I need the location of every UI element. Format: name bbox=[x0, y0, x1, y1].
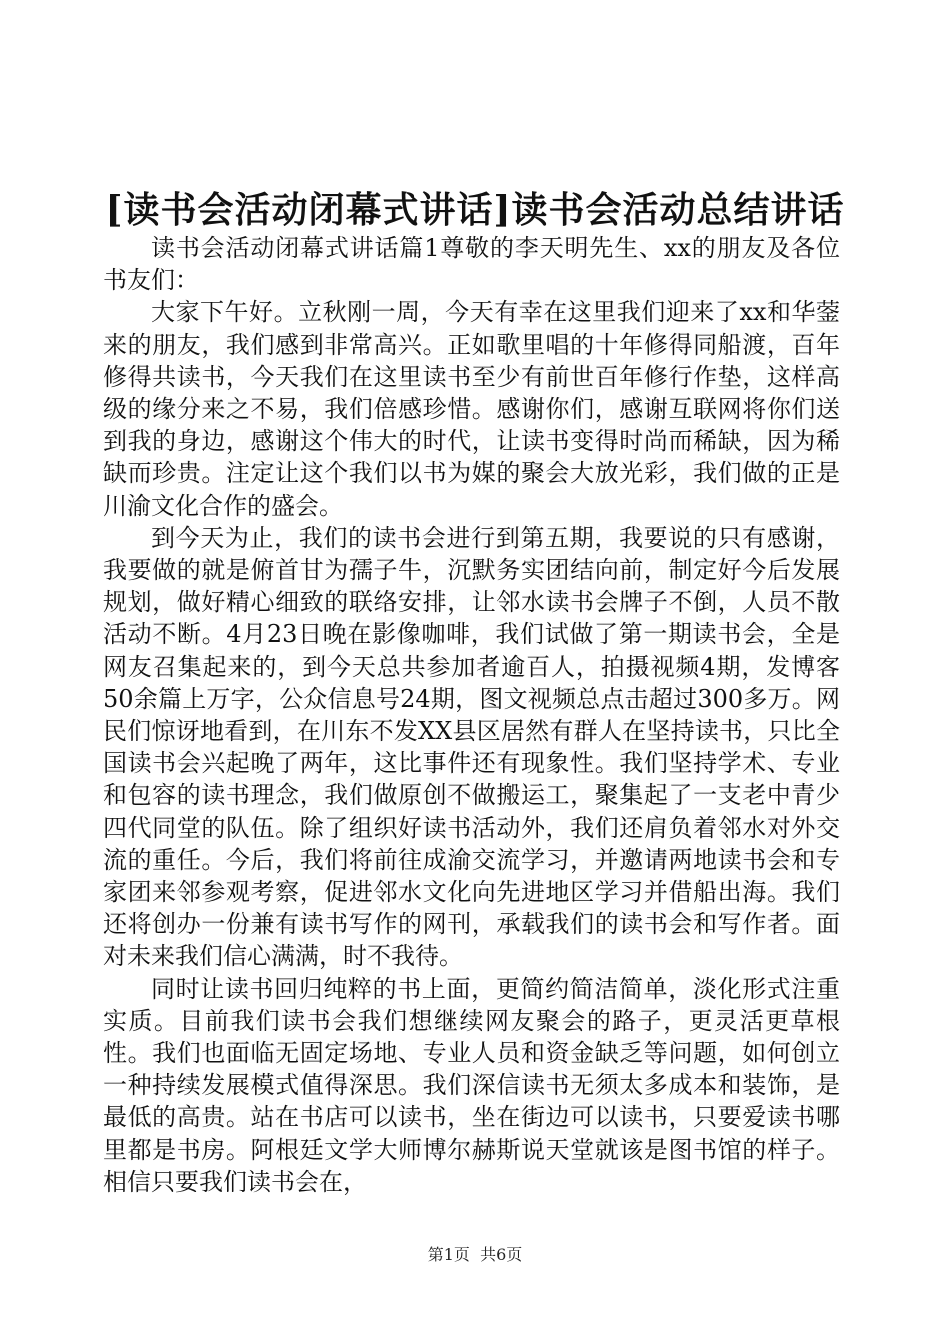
paragraph-2: 大家下午好。立秋刚一周，今天有幸在这里我们迎来了xx和华蓥来的朋友，我们感到非常高兴。正如歌里唱的十年修得同船渡，百年修得共读书，今天我们在这里读书至少有前世百年修行作垫，这样高级的缘分来之不易，我们倍感珍惜。感谢你们，感谢互联网将你们送到我的身边，感谢这个伟大的时代，让读书变得时尚而稀缺，因为稀缺而珍贵。注定让这个我们以书为媒的聚会大放光彩，我们做的正是川渝文化合作的盛会。 bbox=[103, 298, 840, 520]
page-total: 共6页 bbox=[480, 1245, 523, 1264]
page-footer bbox=[0, 1244, 950, 1266]
page-number: 第1页 bbox=[427, 1245, 470, 1264]
footer-spacer bbox=[470, 1245, 480, 1264]
paragraph-3: 到今天为止，我们的读书会进行到第五期，我要说的只有感谢，我要做的就是俯首甘为孺子牛，沉默务实团结向前，制定好今后发展规划，做好精心细致的联络安排，让邻水读书会牌子不倒，人员不散活动不断。4月23日晚在影像咖啡，我们试做了第一期读书会，全是网友召集起来的，到今天总共参加者逾百人，拍摄视频4期，发博客50余篇上万字，公众信息号24期，图文视频总点击超过300多万。网民们惊讶地看到，在川东不发XX县区居然有群人在坚持读书，只比全国读书会兴起晚了两年，这比事件还有现象性。我们坚持学术、专业和包容的读书理念，我们做原创不做搬运工，聚集起了一支老中青少四代同堂的队伍。除了组织好读书活动外，我们还肩负着邻水对外交流的重任。今后，我们将前往成渝交流学习，并邀请两地读书会和专家团来邻参观考察，促进邻水文化向先进地区学习并借船出海。我们还将创办一份兼有读书写作的网刊，承载我们的读书会和写作者。面对未来我们信心满满，时不我待。 bbox=[103, 523, 840, 971]
document-body bbox=[103, 232, 840, 1198]
paragraph-4: 同时让读书回归纯粹的书上面，更简约简洁简单，淡化形式注重实质。目前我们读书会我们想继续网友聚会的路子，更灵活更草根性。我们也面临无固定场地、专业人员和资金缺乏等问题，如何创立一种持续发展模式值得深思。我们深信读书无须太多成本和装饰，是最低的高贵。站在书店可以读书，坐在街边可以读书，只要爱读书哪里都是书房。阿根廷文学大师博尔赫斯说天堂就该是图书馆的样子。相信只要我们读书会在， bbox=[103, 974, 840, 1196]
document-title: [读书会活动闭幕式讲话]读书会活动总结讲话 bbox=[105, 189, 845, 231]
paragraph-1: 读书会活动闭幕式讲话篇1尊敬的李天明先生、xx的朋友及各位书友们： bbox=[103, 234, 840, 295]
